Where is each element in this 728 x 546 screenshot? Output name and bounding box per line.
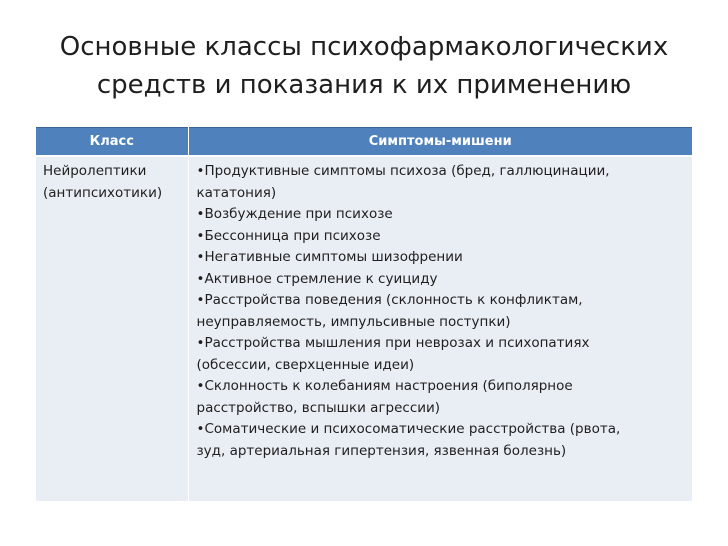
table-header-row xyxy=(36,128,692,157)
symptom-line: зуд, артериальная гипертензия, язвенная болезнь) xyxy=(196,442,567,459)
symptom-item xyxy=(197,290,687,333)
symptom-line: •Бессонница при психозе xyxy=(196,227,381,244)
table-row xyxy=(36,156,692,501)
header-class: Класс xyxy=(36,128,188,157)
symptom-line: •Склонность к колебаниям настроения (биполярное xyxy=(196,378,573,394)
symptom-line: •Соматические и психосоматические расстройства (рвота, xyxy=(196,421,621,437)
symptom-line: •Расстройства поведения (склонность к конфликтам, xyxy=(196,292,583,308)
symptom-item xyxy=(197,333,687,376)
symptom-line: •Продуктивные симптомы психоза (бред, галлюцинации, xyxy=(196,163,610,179)
symptom-item xyxy=(197,419,687,462)
drug-classes-table xyxy=(36,127,692,501)
symptom-item xyxy=(197,269,687,291)
symptom-line: •Расстройства мышления при неврозах и психопатиях xyxy=(196,335,590,351)
symptoms-cell xyxy=(188,156,692,501)
header-target-symptoms: Симптомы-мишени xyxy=(188,128,692,157)
slide-title xyxy=(36,28,692,104)
symptom-line: расстройство, вспышки агрессии) xyxy=(196,399,441,416)
symptom-item xyxy=(197,161,687,204)
symptom-item xyxy=(197,226,687,248)
symptom-item xyxy=(197,247,687,269)
symptom-line: •Негативные симптомы шизофрении xyxy=(196,249,463,265)
class-cell xyxy=(36,156,188,501)
symptom-item xyxy=(197,376,687,419)
symptom-line: неуправляемость, импульсивные поступки) xyxy=(196,313,511,330)
slide-title-line-1: Основные классы психофармакологических xyxy=(59,32,669,62)
symptom-line: (обсессии, сверхценные идеи) xyxy=(196,356,415,373)
symptom-line: •Активное стремление к суициду xyxy=(196,270,438,287)
class-name-line-2: (антипсихотики) xyxy=(43,184,163,201)
class-name-line-1: Нейролептики xyxy=(43,163,147,179)
slide-title-line-2: средств и показания к их применению xyxy=(96,70,632,100)
symptom-item xyxy=(197,204,687,226)
symptom-line: •Возбуждение при психозе xyxy=(196,206,393,222)
symptom-line: кататония) xyxy=(196,184,277,201)
